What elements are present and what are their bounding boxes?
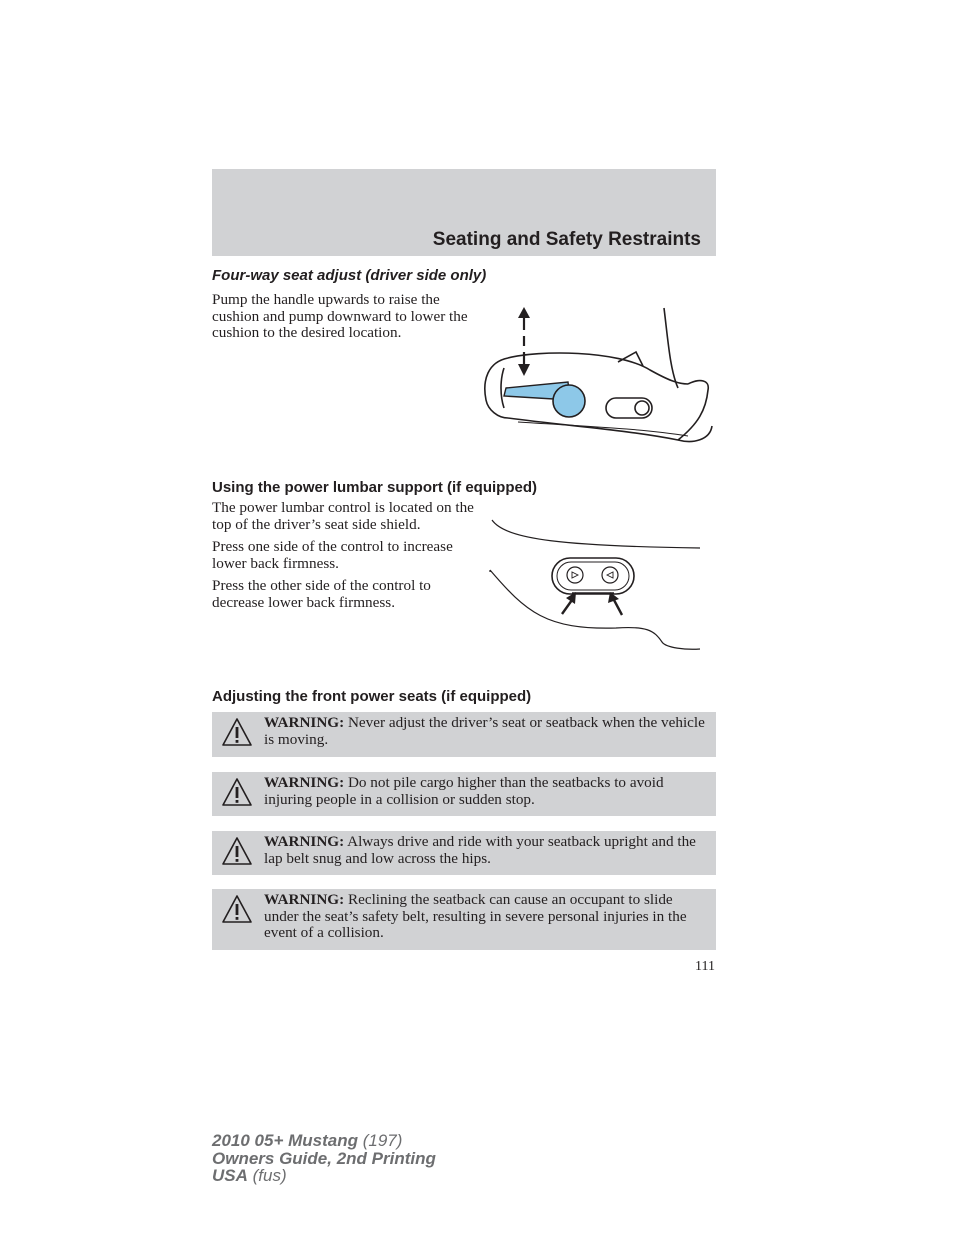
lumbar-button-right: [602, 567, 618, 583]
right-triangle-icon: [607, 572, 613, 578]
seat-adjust-illustration: [478, 300, 718, 450]
warning-box: [212, 889, 716, 950]
section-title: Seating and Safety Restraints: [432, 229, 701, 250]
warning-triangle-icon: [221, 836, 253, 868]
section-header-bar: [212, 169, 716, 256]
warning-box: [212, 831, 716, 875]
lumbar-arrow-right-icon: [614, 600, 622, 615]
warning-triangle-icon: [221, 777, 253, 809]
warning-label: WARNING:: [264, 714, 345, 731]
lumbar-paragraph-2: Press one side of the control to increase lower back firmness.: [212, 538, 453, 572]
shield-top-line: [492, 520, 700, 548]
footer-market-code: (fus): [247, 1166, 287, 1185]
page-number: 111: [695, 959, 715, 974]
four-way-seat-paragraph: Pump the handle upwards to raise the cushion and pump downward to lower the cushion to the desired location.: [212, 291, 468, 342]
footer-model: 2010 05+ Mustang: [212, 1131, 358, 1150]
lumbar-paragraph-3: Press the other side of the control to decrease lower back firmness.: [212, 577, 431, 611]
lumbar-control-illustration: [486, 512, 706, 657]
lumbar-arrow-left-icon: [562, 600, 572, 614]
lumbar-button-left: [567, 567, 583, 583]
warning-label: WARNING:: [264, 774, 345, 791]
four-way-seat-text: [212, 292, 474, 348]
shield-bottom-line: [490, 570, 700, 649]
warning-text: Always drive and ride with your seatback upright and the lap belt snug and low across the hips.: [264, 833, 696, 867]
cushion-inner-line: [501, 368, 504, 408]
warning-label: WARNING:: [264, 891, 345, 908]
seat-slot-knob: [635, 401, 649, 415]
warning-triangle-icon: [221, 717, 253, 749]
up-down-arrow-icon: [518, 307, 530, 376]
cushion-side-line: [678, 381, 708, 440]
warning-text: Do not pile cargo higher than the seatbacks to avoid injuring people in a collision or sudden stop.: [264, 774, 664, 808]
cushion-front-line: [485, 358, 508, 418]
lumbar-support-heading: Using the power lumbar support (if equipped): [212, 479, 537, 496]
warning-box: [212, 712, 716, 757]
footer-market: USA: [212, 1166, 248, 1185]
lumbar-support-text: [212, 500, 474, 618]
power-seats-heading: Adjusting the front power seats (if equipped): [212, 688, 532, 705]
four-way-seat-heading: Four-way seat adjust (driver side only): [212, 267, 487, 284]
lumbar-paragraph-1: The power lumbar control is located on the top of the driver’s seat side shield.: [212, 499, 474, 533]
warning-triangle-icon: [221, 894, 253, 926]
cushion-top-line: [508, 353, 688, 384]
warning-label: WARNING:: [264, 833, 345, 850]
seatback-edge-line: [664, 308, 678, 388]
warning-text: Reclining the seatback can cause an occupant to slide under the seat’s safety belt, resulting in severe personal injuries in the event of a collision.: [264, 891, 687, 942]
footer-model-code: (197): [358, 1131, 403, 1150]
footer-guide: Owners Guide, 2nd Printing: [212, 1148, 436, 1168]
document-footer: [212, 1132, 436, 1185]
warning-text: Never adjust the driver’s seat or seatback when the vehicle is moving.: [264, 714, 705, 748]
seat-handle-knob: [553, 385, 585, 417]
left-triangle-icon: [572, 572, 578, 578]
warning-box: [212, 772, 716, 816]
